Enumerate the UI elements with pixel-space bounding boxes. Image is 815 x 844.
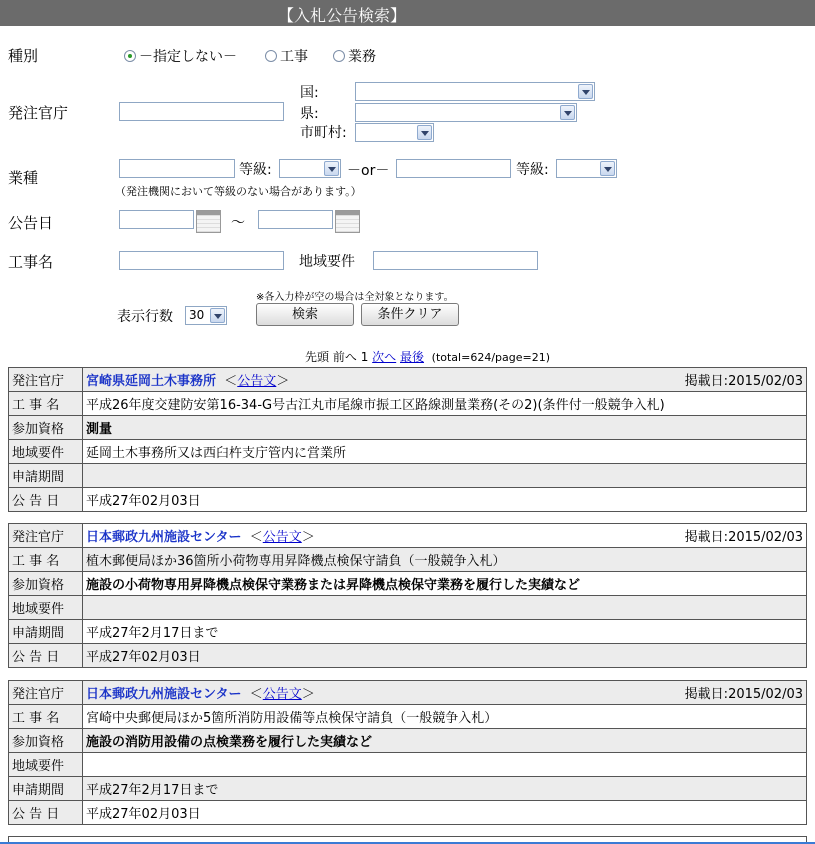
posted-date: 掲載日:2015/02/03 bbox=[684, 374, 803, 389]
result-row bbox=[9, 777, 807, 801]
date-cell: 平成27年02月03日 bbox=[83, 644, 807, 668]
pref-label: 県: bbox=[300, 106, 319, 122]
title-bar bbox=[0, 0, 815, 26]
region-cell bbox=[83, 753, 807, 777]
notice-link[interactable]: 公告文 bbox=[262, 687, 302, 702]
page-title: 【入札公告検索】 bbox=[278, 6, 407, 25]
type-radio-construction[interactable]: 工事 bbox=[265, 46, 308, 66]
search-button[interactable]: 検索 bbox=[256, 303, 354, 326]
date-header: 公 告 日 bbox=[9, 801, 83, 825]
radio-selected-icon bbox=[124, 50, 136, 62]
office-name: 日本郵政九州施設センター bbox=[86, 687, 242, 702]
radio-icon bbox=[265, 50, 277, 62]
region-header: 地域要件 bbox=[9, 596, 83, 620]
posted-date: 掲載日:2015/02/03 bbox=[684, 530, 803, 545]
rows-select[interactable] bbox=[185, 306, 227, 325]
office-header: 発注官庁 bbox=[9, 368, 83, 392]
notice-link[interactable]: 公告文 bbox=[262, 530, 302, 545]
date-cell: 平成27年02月03日 bbox=[83, 801, 807, 825]
date-cell: 平成27年02月03日 bbox=[83, 488, 807, 512]
country-label: 国: bbox=[300, 85, 319, 101]
clear-button[interactable]: 条件クリア bbox=[361, 303, 459, 326]
calendar-icon[interactable] bbox=[196, 210, 221, 233]
grade-select-1[interactable] bbox=[279, 159, 341, 178]
office-cell: 日本郵政九州施設センター ＜公告文＞ 掲載日:2015/02/03 bbox=[83, 524, 807, 548]
radio-icon bbox=[333, 50, 345, 62]
date-label: 公告日 bbox=[8, 214, 54, 232]
office-input[interactable] bbox=[119, 102, 284, 121]
result-row bbox=[9, 524, 807, 548]
or-label: －or－ bbox=[347, 163, 390, 179]
qual-header: 参加資格 bbox=[9, 572, 83, 596]
chevron-down-icon bbox=[578, 84, 593, 99]
office-cell: 日本郵政九州施設センター ＜公告文＞ 掲載日:2015/02/03 bbox=[83, 681, 807, 705]
result-row bbox=[9, 753, 807, 777]
posted-date: 掲載日:2015/02/03 bbox=[684, 687, 803, 702]
result-row bbox=[9, 572, 807, 596]
qual-cell: 施設の小荷物専用昇降機点検保守業務または昇降機点検保守業務を履行した実績など bbox=[83, 572, 807, 596]
result-row bbox=[9, 548, 807, 572]
period-header: 申請期間 bbox=[9, 464, 83, 488]
qual-cell: 施設の消防用設備の点検業務を履行した実績など bbox=[83, 729, 807, 753]
industry-input-2[interactable] bbox=[396, 159, 511, 178]
qual-header: 参加資格 bbox=[9, 416, 83, 440]
result-row bbox=[9, 596, 807, 620]
name-header: 工 事 名 bbox=[9, 705, 83, 729]
empty-note: ※各入力枠が空の場合は全対象となります。 bbox=[256, 292, 454, 303]
grade-label-2: 等級: bbox=[516, 162, 549, 178]
notice-link[interactable]: 公告文 bbox=[237, 374, 277, 389]
result-row bbox=[9, 488, 807, 512]
chevron-down-icon bbox=[417, 125, 432, 140]
pagination-first: 先頭 bbox=[305, 350, 330, 364]
result-card bbox=[8, 367, 807, 512]
grade-note: （発注機関において等級のない場合があります。） bbox=[115, 185, 362, 198]
chevron-down-icon bbox=[210, 308, 225, 323]
rows-value: 30 bbox=[189, 308, 205, 322]
date-range-separator: ～ bbox=[231, 215, 245, 231]
type-radio-service[interactable]: 業務 bbox=[333, 46, 376, 66]
result-row bbox=[9, 392, 807, 416]
qual-header: 参加資格 bbox=[9, 729, 83, 753]
name-cell: 植木郵便局ほか36箇所小荷物専用昇降機点検保守請負（一般競争入札） bbox=[83, 548, 807, 572]
qual-cell: 測量 bbox=[83, 416, 807, 440]
type-label: 種別 bbox=[8, 47, 39, 65]
region-header: 地域要件 bbox=[9, 753, 83, 777]
date-from-input[interactable] bbox=[119, 210, 194, 229]
country-select[interactable] bbox=[355, 82, 595, 101]
office-header: 発注官庁 bbox=[9, 681, 83, 705]
prefecture-select[interactable] bbox=[355, 103, 577, 122]
result-row bbox=[9, 681, 807, 705]
chevron-down-icon bbox=[560, 105, 575, 120]
office-label: 発注官庁 bbox=[8, 104, 69, 122]
pagination-total: (total=624/page=21) bbox=[431, 351, 550, 364]
grade-label-1: 等級: bbox=[239, 162, 272, 178]
date-to-input[interactable] bbox=[258, 210, 333, 229]
name-header: 工 事 名 bbox=[9, 548, 83, 572]
period-cell bbox=[83, 464, 807, 488]
office-name: 日本郵政九州施設センター bbox=[86, 530, 242, 545]
rows-label: 表示行数 bbox=[117, 309, 173, 325]
result-row bbox=[9, 416, 807, 440]
result-row bbox=[9, 620, 807, 644]
region-label: 地域要件 bbox=[299, 254, 355, 270]
pagination bbox=[305, 348, 550, 365]
result-row bbox=[9, 368, 807, 392]
period-header: 申請期間 bbox=[9, 777, 83, 801]
pagination-last-link[interactable]: 最後 bbox=[400, 350, 425, 364]
industry-label: 業種 bbox=[8, 169, 39, 187]
name-cell: 宮崎中央郵便局ほか5箇所消防用設備等点検保守請負（一般競争入札） bbox=[83, 705, 807, 729]
result-row bbox=[9, 801, 807, 825]
region-header: 地域要件 bbox=[9, 440, 83, 464]
calendar-icon[interactable] bbox=[335, 210, 360, 233]
result-row bbox=[9, 464, 807, 488]
industry-input-1[interactable] bbox=[119, 159, 235, 178]
date-header: 公 告 日 bbox=[9, 488, 83, 512]
pagination-current: 1 bbox=[360, 350, 369, 364]
period-cell: 平成27年2月17日まで bbox=[83, 620, 807, 644]
result-card bbox=[8, 680, 807, 825]
pagination-prev: 前へ bbox=[332, 350, 357, 364]
chevron-down-icon bbox=[324, 161, 339, 176]
city-label: 市町村: bbox=[300, 125, 347, 141]
name-input[interactable] bbox=[119, 251, 284, 270]
pagination-next-link[interactable]: 次へ bbox=[372, 350, 397, 364]
result-row bbox=[9, 644, 807, 668]
result-row bbox=[9, 729, 807, 753]
grade-select-2[interactable] bbox=[556, 159, 617, 178]
type-radio-none[interactable]: －指定しない－ bbox=[124, 46, 237, 66]
office-header: 発注官庁 bbox=[9, 524, 83, 548]
office-cell: 宮崎県延岡土木事務所 ＜公告文＞ 掲載日:2015/02/03 bbox=[83, 368, 807, 392]
region-cell bbox=[83, 596, 807, 620]
result-row bbox=[9, 705, 807, 729]
chevron-down-icon bbox=[600, 161, 615, 176]
period-cell: 平成27年2月17日まで bbox=[83, 777, 807, 801]
office-name: 宮崎県延岡土木事務所 bbox=[86, 374, 217, 389]
result-card bbox=[8, 523, 807, 668]
name-header: 工 事 名 bbox=[9, 392, 83, 416]
name-cell: 平成26年度交建防安第16-34-G号古江丸市尾線市振工区路線測量業務(その2)(条件付一般競争入札) bbox=[83, 392, 807, 416]
name-label: 工事名 bbox=[8, 253, 54, 271]
period-header: 申請期間 bbox=[9, 620, 83, 644]
region-input[interactable] bbox=[373, 251, 538, 270]
date-header: 公 告 日 bbox=[9, 644, 83, 668]
result-row bbox=[9, 440, 807, 464]
city-select[interactable] bbox=[355, 123, 434, 142]
region-cell: 延岡土木事務所又は西臼杵支庁管内に営業所 bbox=[83, 440, 807, 464]
